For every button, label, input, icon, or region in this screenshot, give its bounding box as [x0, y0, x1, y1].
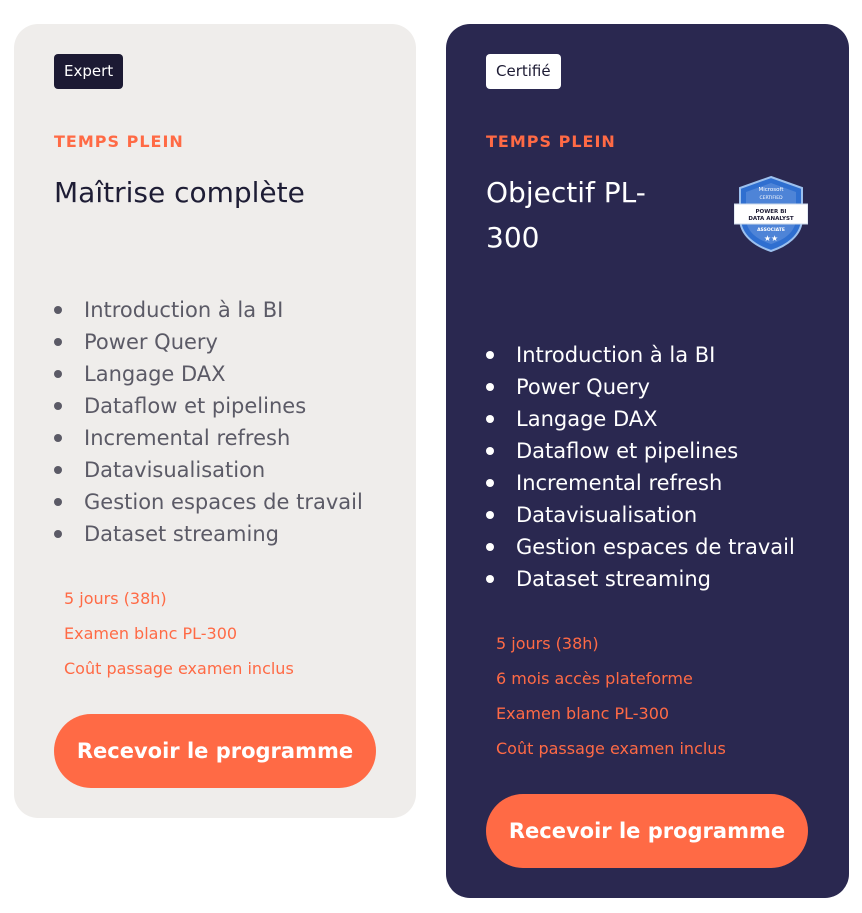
card-title: Maîtrise complète [54, 176, 305, 209]
feature-item: Gestion espaces de travail [486, 531, 795, 563]
feature-item: Incremental refresh [486, 467, 795, 499]
extras-list [496, 626, 726, 766]
feature-list [54, 294, 363, 550]
extra-item: Coût passage examen inclus [496, 739, 726, 758]
feature-item: Gestion espaces de travail [54, 486, 363, 518]
card-title: Objectif PL-300 [486, 176, 646, 254]
level-badge: Certifié [486, 54, 561, 89]
feature-item: Dataflow et pipelines [54, 390, 363, 422]
extras-list [64, 581, 294, 686]
pricing-card-certified [446, 24, 849, 898]
extra-item: 5 jours (38h) [496, 634, 599, 653]
level-badge: Expert [54, 54, 123, 89]
svg-text:★★: ★★ [763, 234, 779, 243]
receive-program-button[interactable]: Recevoir le programme [486, 794, 808, 868]
feature-item: Datavisualisation [486, 499, 795, 531]
feature-item: Dataflow et pipelines [486, 435, 795, 467]
extra-item: 5 jours (38h) [64, 589, 167, 608]
feature-item: Power Query [486, 371, 795, 403]
schedule-label: TEMPS PLEIN [486, 132, 616, 151]
schedule-label: TEMPS PLEIN [54, 132, 184, 151]
feature-item: Incremental refresh [54, 422, 363, 454]
extra-item: Examen blanc PL-300 [64, 624, 238, 643]
extra-item: Coût passage examen inclus [64, 659, 294, 678]
cert-brand: Microsoft [758, 187, 784, 193]
cert-line1: POWER BI [755, 209, 787, 215]
feature-item: Introduction à la BI [54, 294, 363, 326]
feature-item: Langage DAX [54, 358, 363, 390]
feature-item: Datavisualisation [54, 454, 363, 486]
feature-item: Langage DAX [486, 403, 795, 435]
extra-item: 6 mois accès plateforme [496, 669, 693, 688]
feature-item: Introduction à la BI [486, 339, 795, 371]
cert-line2: DATA ANALYST [748, 216, 794, 222]
feature-item: Dataset streaming [54, 518, 363, 550]
feature-list [486, 339, 795, 595]
extra-item: Examen blanc PL-300 [496, 704, 670, 723]
pricing-card-expert [14, 24, 416, 818]
certification-badge-icon [734, 174, 808, 254]
cert-level: ASSOCIATE [757, 228, 785, 233]
cert-certified: CERTIFIED [759, 196, 783, 201]
feature-item: Dataset streaming [486, 563, 795, 595]
feature-item: Power Query [54, 326, 363, 358]
receive-program-button[interactable]: Recevoir le programme [54, 714, 376, 788]
